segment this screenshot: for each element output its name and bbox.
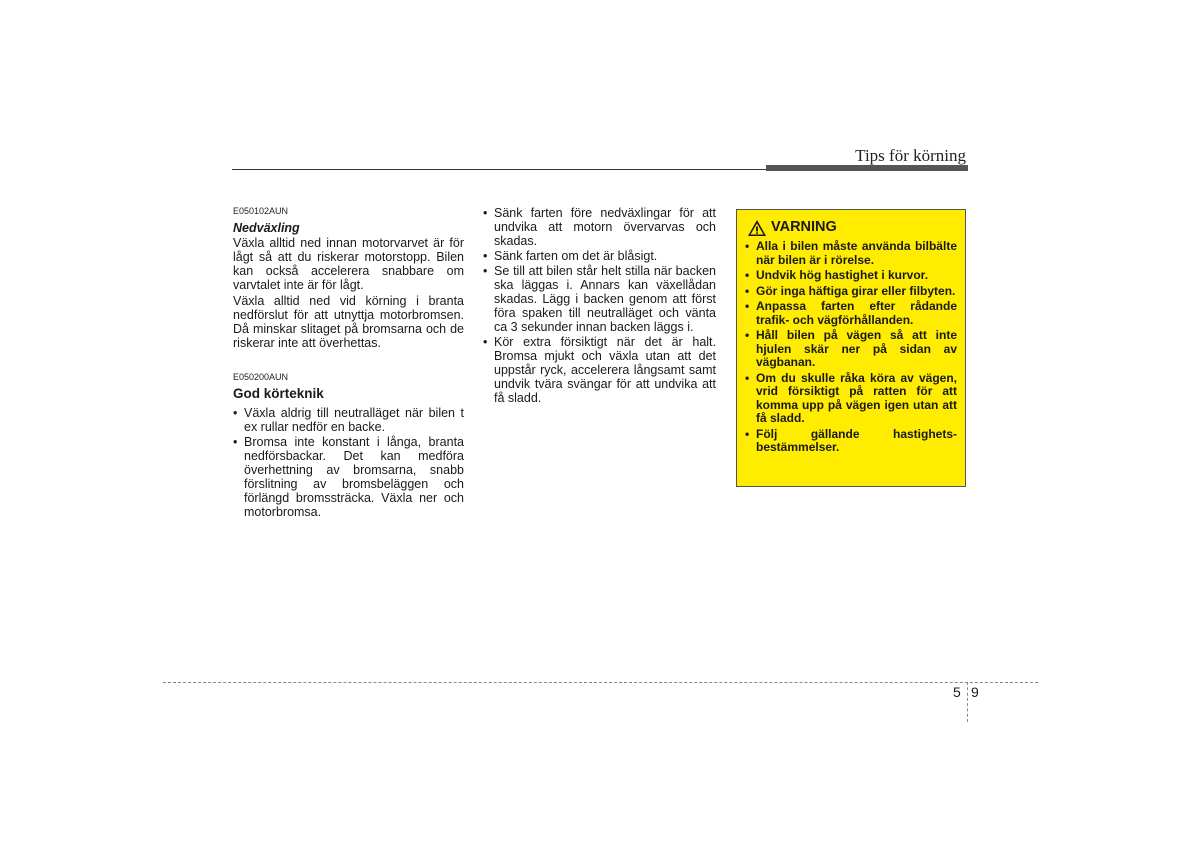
list-item-text: Håll bilen på vägen så att inte hjulen skär ner på sidan av vägbanan. xyxy=(756,328,957,369)
chapter-number: 5 xyxy=(953,684,961,700)
list-item: • Sänk farten om det är blåsigt. xyxy=(483,249,658,263)
paragraph-downshift-1: Växla alltid ned innan motorvarvet är för lågt så att du riskerar motorstopp. Bilen kan också accelerera snabbare om varvtalet inte är för lågt. xyxy=(233,236,464,292)
column-middle xyxy=(483,206,716,406)
warning-box xyxy=(736,209,966,487)
list-item-text: Sänk farten om det är blåsigt. xyxy=(494,249,658,263)
list-item-text: Anpassa farten efter rådande trafik- och vägförhållanden. xyxy=(756,299,957,327)
header-rule-thick xyxy=(766,165,968,171)
list-item-text: Växla aldrig till neutralläget när bilen t ex rullar nedför en backe. xyxy=(244,406,464,434)
list-item: • Bromsa inte konstant i långa, branta nedförsbackar. Det kan medföra överhettning av bromsarna, snabb förslitning av bromsbeläggen och förlängd bromssträcka. Växla ner och motorbromsa. xyxy=(233,435,464,519)
list-item-text: Om du skulle råka köra av vägen, vrid försiktigt på ratten för att komma upp på vägen igen utan att få sladd. xyxy=(756,370,957,425)
list-item: • Kör extra försiktigt när det är halt. Bromsa mjukt och växla utan att det uppstår ryck, accelerera långsamt samt undvik tvära svängar för att undvika att få sladd. xyxy=(483,335,716,405)
heading-driving-technique: God körteknik xyxy=(233,386,324,401)
warning-header xyxy=(747,219,957,237)
list-item: • Håll bilen på vägen så att inte hjulen skär ner på sidan av vägbanan. xyxy=(745,328,957,369)
footer-divider xyxy=(967,682,968,722)
list-item-text: Kör extra försiktigt när det är halt. Bromsa mjukt och växla utan att det uppstår ryck, accelerera långsamt samt undvik tvära svängar för att undvika att få sladd. xyxy=(494,335,716,405)
list-item-text: Se till att bilen står helt stilla när backen ska läggas i. Annars kan växellådan skadas. Lägg i backen genom att först föra spaken till neutralläget och vänta ca 3 sekunder innan backen läggs i. xyxy=(494,264,716,334)
list-item-text: Sänk farten före nedväxlingar för att undvika att motorn övervarvas och skadas. xyxy=(494,206,716,248)
subheading-downshift: Nedväxling xyxy=(233,221,300,235)
list-item-text: Gör inga häftiga girar eller filbyten. xyxy=(756,283,956,298)
tips-bullet-list xyxy=(483,206,716,405)
warning-triangle-icon xyxy=(747,219,767,237)
list-item: • Undvik hög hastighet i kurvor. xyxy=(745,268,929,282)
list-item: • Se till att bilen står helt stilla när backen ska läggas i. Annars kan växellådan skadas. Lägg i backen genom att först föra spaken till neutralläget och vänta ca 3 sekunder innan backen läggs i. xyxy=(483,264,716,334)
list-item-text: Alla i bilen måste använda bilbälte när bilen är i rörelse. xyxy=(756,239,957,267)
column-left xyxy=(233,206,464,520)
list-item-text: Bromsa inte konstant i långa, branta nedförsbackar. Det kan medföra överhettning av bromsarna, snabb förslitning av bromsbeläggen och förlängd bromssträcka. Växla ner och motorbromsa. xyxy=(244,435,464,519)
list-item: • Alla i bilen måste använda bilbälte när bilen är i rörelse. xyxy=(745,239,957,267)
section-code-downshift: E050102AUN xyxy=(233,206,289,216)
page-number: 9 xyxy=(971,684,979,700)
list-item: • Sänk farten före nedväxlingar för att undvika att motorn övervarvas och skadas. xyxy=(483,206,716,248)
list-item: • Växla aldrig till neutralläget när bilen t ex rullar nedför en backe. xyxy=(233,406,464,434)
spacer xyxy=(233,352,464,372)
warning-bullet-list xyxy=(745,240,957,455)
list-item: • Följ gällande hastighets-bestämmelser. xyxy=(745,426,957,454)
list-item-text: Följ gällande hastighets-bestämmelser. xyxy=(756,426,957,454)
section-code-driving-technique: E050200AUN xyxy=(233,372,289,382)
list-item: • Gör inga häftiga girar eller filbyten. xyxy=(745,283,956,298)
list-item: • Anpassa farten efter rådande trafik- och vägförhållanden. xyxy=(745,299,957,327)
list-item-text: Undvik hög hastighet i kurvor. xyxy=(756,268,929,282)
footer-rule xyxy=(163,682,1038,683)
warning-title: VARNING xyxy=(771,219,837,236)
technique-bullet-list xyxy=(233,406,464,519)
page-header-title: Tips för körning xyxy=(855,146,966,165)
list-item: • Om du skulle råka köra av vägen, vrid försiktigt på ratten för att komma upp på vägen igen utan att få sladd. xyxy=(745,370,957,425)
paragraph-downshift-2: Växla alltid ned vid körning i branta nedförslut för att utnyttja motorbromsen. Då minskar slitaget på bromsarna och de riskerar inte att överhettas. xyxy=(233,294,464,350)
